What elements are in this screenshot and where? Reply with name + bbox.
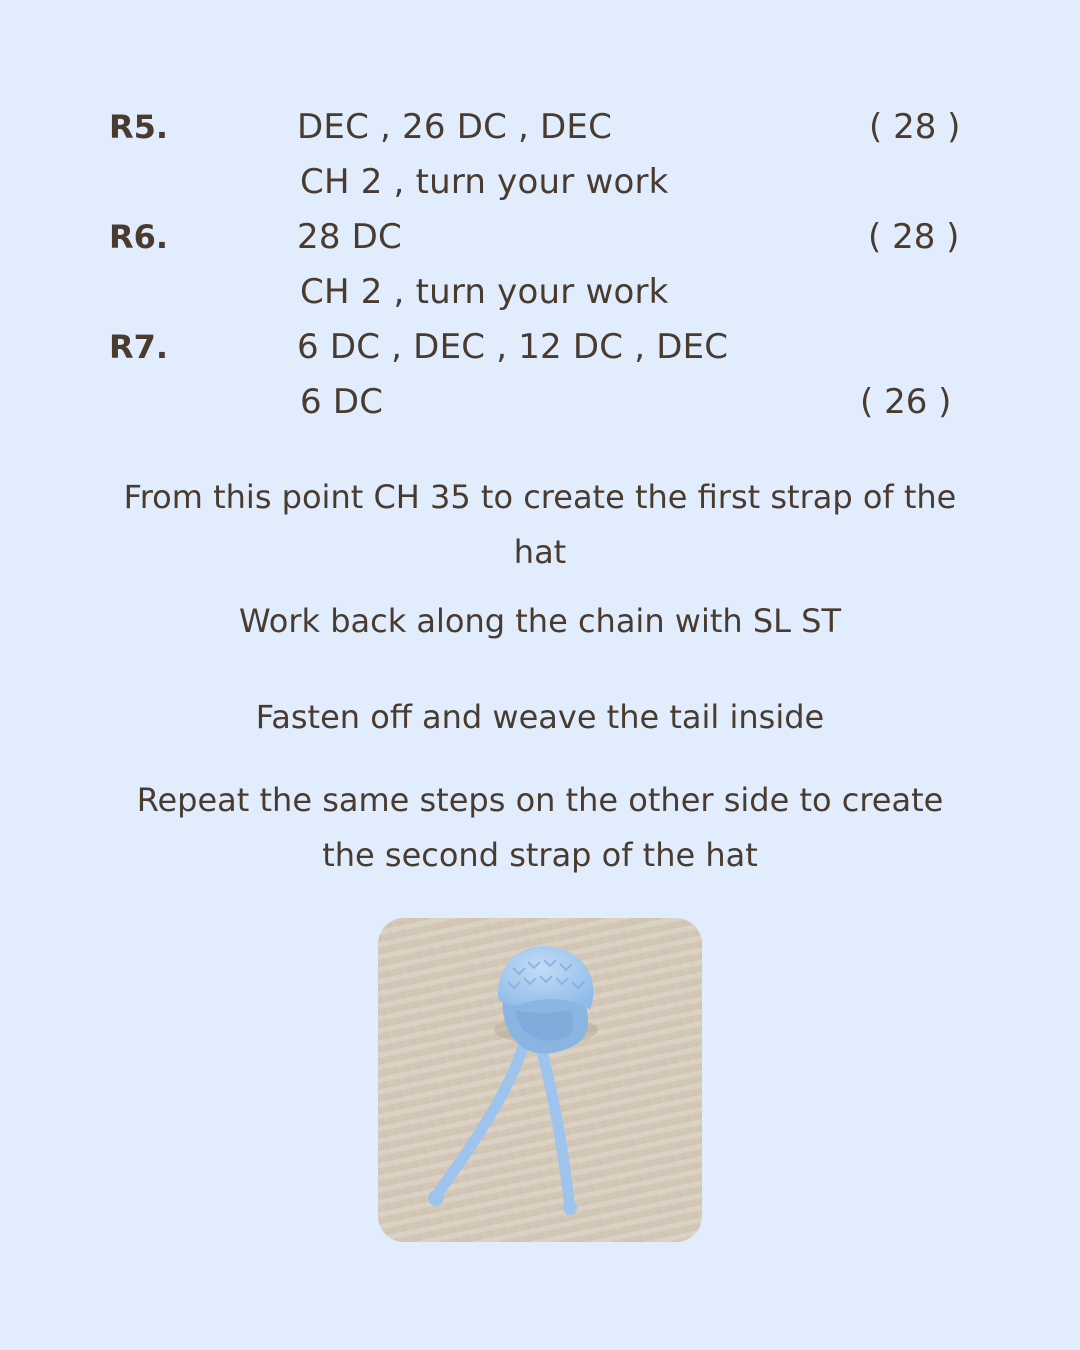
row-instruction-r6: 28 DC: [297, 217, 402, 257]
note-fasten-off: Fasten off and weave the tail inside: [255, 698, 825, 736]
row-instruction-r5-turn: CH 2 , turn your work: [300, 162, 669, 202]
row-label-r7: R7.: [109, 328, 169, 366]
row-stitch-count-r5: ( 28 ): [869, 107, 961, 147]
row-instruction-r5: DEC , 26 DC , DEC: [297, 107, 613, 147]
note-first-strap: From this point CH 35 to create the first strap of the hat: [123, 478, 957, 571]
row-instruction-r6-turn: CH 2 , turn your work: [300, 272, 669, 312]
row-stitch-count-r7: ( 26 ): [860, 382, 952, 422]
row-instruction-r7-continued: 6 DC: [300, 382, 384, 422]
row-stitch-count-r6: ( 28 ): [868, 217, 960, 257]
row-instruction-r7: 6 DC , DEC , 12 DC , DEC: [297, 327, 729, 367]
note-second-strap: Repeat the same steps on the other side to create the second strap of the hat: [136, 781, 944, 874]
note-slip-stitch: Work back along the chain with SL ST: [238, 602, 841, 640]
crochet-bonnet-photo: [378, 918, 702, 1242]
row-label-r5: R5.: [109, 108, 169, 146]
bonnet-illustration: [378, 918, 702, 1242]
row-label-r6: R6.: [109, 218, 169, 256]
